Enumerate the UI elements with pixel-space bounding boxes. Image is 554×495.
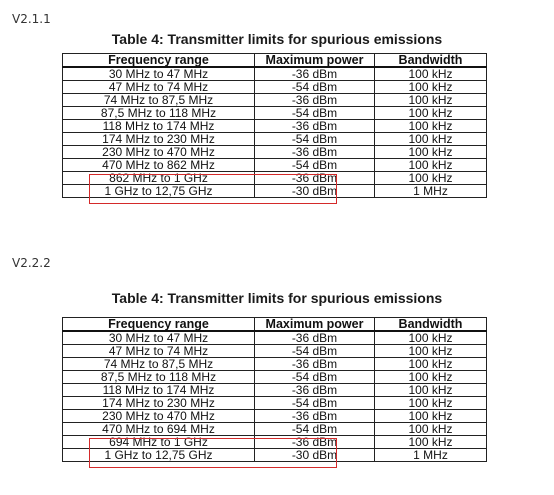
cell-frequency: 47 MHz to 74 MHz	[63, 345, 255, 358]
table-row	[63, 94, 487, 107]
cell-frequency: 30 MHz to 47 MHz	[63, 331, 255, 345]
spurious-emissions-table-v222	[62, 317, 487, 462]
cell-bandwidth: 1 MHz	[375, 449, 487, 462]
cell-frequency: 470 MHz to 862 MHz	[63, 159, 255, 172]
cell-power: -36 dBm	[255, 172, 375, 185]
cell-power: -54 dBm	[255, 371, 375, 384]
cell-frequency: 87,5 MHz to 118 MHz	[63, 107, 255, 120]
cell-frequency: 1 GHz to 12,75 GHz	[63, 185, 255, 198]
cell-frequency: 230 MHz to 470 MHz	[63, 146, 255, 159]
table-row	[63, 185, 487, 198]
table-row	[63, 81, 487, 94]
cell-frequency: 74 MHz to 87,5 MHz	[63, 358, 255, 371]
cell-bandwidth: 100 kHz	[375, 159, 487, 172]
table-header-row	[63, 54, 487, 68]
cell-frequency: 1 GHz to 12,75 GHz	[63, 449, 255, 462]
cell-power: -36 dBm	[255, 358, 375, 371]
cell-bandwidth: 100 kHz	[375, 133, 487, 146]
table-row	[63, 133, 487, 146]
cell-bandwidth: 100 kHz	[375, 371, 487, 384]
cell-power: -54 dBm	[255, 423, 375, 436]
cell-bandwidth: 100 kHz	[375, 67, 487, 81]
cell-frequency: 47 MHz to 74 MHz	[63, 81, 255, 94]
table-row	[63, 397, 487, 410]
cell-power: -36 dBm	[255, 436, 375, 449]
version-label-v211: V2.1.1	[12, 12, 51, 26]
cell-bandwidth: 100 kHz	[375, 94, 487, 107]
table-title-v222: Table 4: Transmitter limits for spurious emissions	[111, 290, 443, 306]
table-row-highlighted	[63, 423, 487, 436]
table-row	[63, 345, 487, 358]
cell-frequency: 470 MHz to 694 MHz	[63, 423, 255, 436]
cell-power: -36 dBm	[255, 94, 375, 107]
table-row-highlighted	[63, 172, 487, 185]
cell-power: -36 dBm	[255, 120, 375, 133]
table-row	[63, 331, 487, 345]
cell-power: -54 dBm	[255, 397, 375, 410]
cell-bandwidth: 100 kHz	[375, 397, 487, 410]
cell-power: -54 dBm	[255, 81, 375, 94]
table-row-highlighted	[63, 159, 487, 172]
cell-bandwidth: 100 kHz	[375, 423, 487, 436]
table-row	[63, 146, 487, 159]
cell-bandwidth: 100 kHz	[375, 146, 487, 159]
table-row	[63, 449, 487, 462]
version-label-v222: V2.2.2	[12, 256, 51, 270]
cell-frequency: 118 MHz to 174 MHz	[63, 120, 255, 133]
table-row	[63, 371, 487, 384]
table-row	[63, 358, 487, 371]
cell-frequency: 230 MHz to 470 MHz	[63, 410, 255, 423]
table-header-row	[63, 318, 487, 332]
header-bandwidth: Bandwidth	[375, 318, 487, 332]
cell-power: -36 dBm	[255, 331, 375, 345]
table-row	[63, 67, 487, 81]
cell-power: -54 dBm	[255, 107, 375, 120]
cell-bandwidth: 100 kHz	[375, 436, 487, 449]
spurious-emissions-table-v211	[62, 53, 487, 198]
header-frequency-range: Frequency range	[63, 54, 255, 68]
cell-bandwidth: 100 kHz	[375, 107, 487, 120]
cell-power: -36 dBm	[255, 146, 375, 159]
cell-power: -36 dBm	[255, 67, 375, 81]
cell-frequency: 74 MHz to 87,5 MHz	[63, 94, 255, 107]
cell-bandwidth: 1 MHz	[375, 185, 487, 198]
cell-bandwidth: 100 kHz	[375, 345, 487, 358]
cell-power: -54 dBm	[255, 159, 375, 172]
cell-frequency: 862 MHz to 1 GHz	[63, 172, 255, 185]
table-row	[63, 120, 487, 133]
cell-power: -54 dBm	[255, 345, 375, 358]
table-row	[63, 410, 487, 423]
cell-power: -36 dBm	[255, 410, 375, 423]
header-maximum-power: Maximum power	[255, 54, 375, 68]
cell-frequency: 694 MHz to 1 GHz	[63, 436, 255, 449]
header-bandwidth: Bandwidth	[375, 54, 487, 68]
cell-frequency: 30 MHz to 47 MHz	[63, 67, 255, 81]
cell-frequency: 118 MHz to 174 MHz	[63, 384, 255, 397]
cell-frequency: 87,5 MHz to 118 MHz	[63, 371, 255, 384]
cell-power: -30 dBm	[255, 185, 375, 198]
table-row-highlighted	[63, 436, 487, 449]
cell-bandwidth: 100 kHz	[375, 172, 487, 185]
cell-bandwidth: 100 kHz	[375, 120, 487, 133]
header-maximum-power: Maximum power	[255, 318, 375, 332]
cell-power: -36 dBm	[255, 384, 375, 397]
cell-bandwidth: 100 kHz	[375, 384, 487, 397]
cell-bandwidth: 100 kHz	[375, 331, 487, 345]
cell-bandwidth: 100 kHz	[375, 410, 487, 423]
cell-frequency: 174 MHz to 230 MHz	[63, 397, 255, 410]
table-title-v211: Table 4: Transmitter limits for spurious emissions	[111, 31, 443, 47]
cell-power: -30 dBm	[255, 449, 375, 462]
table-row	[63, 107, 487, 120]
cell-bandwidth: 100 kHz	[375, 81, 487, 94]
header-frequency-range: Frequency range	[63, 318, 255, 332]
cell-frequency: 174 MHz to 230 MHz	[63, 133, 255, 146]
cell-bandwidth: 100 kHz	[375, 358, 487, 371]
table-row	[63, 384, 487, 397]
cell-power: -54 dBm	[255, 133, 375, 146]
